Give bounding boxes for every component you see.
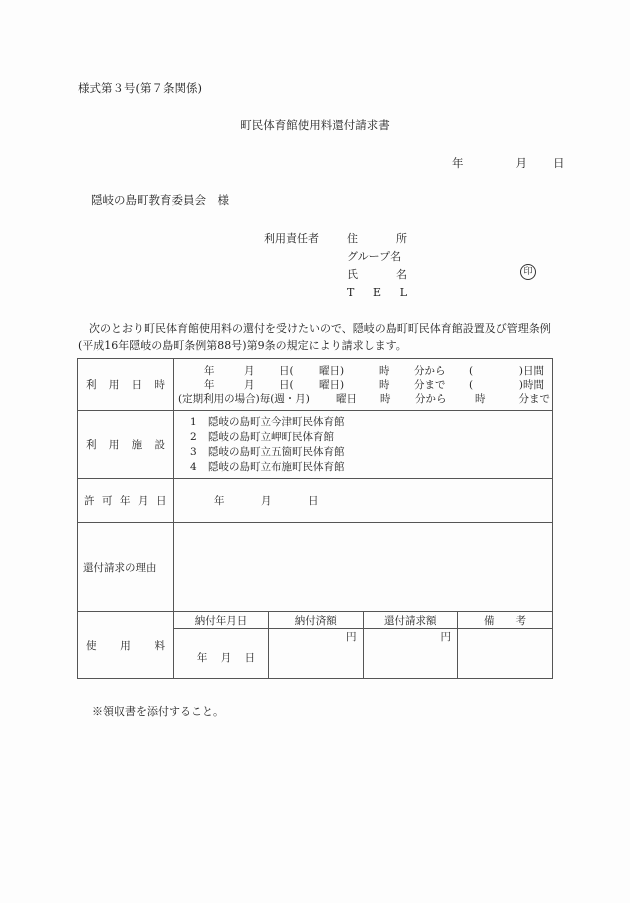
submission-date bbox=[452, 155, 565, 171]
document-title: 町民体育館使用料還付請求書 bbox=[240, 118, 390, 132]
usage-datetime-row bbox=[78, 359, 553, 411]
fee-header-remarks: 備 考 bbox=[458, 612, 553, 629]
permit-date-row bbox=[78, 479, 553, 523]
facility-option-goka[interactable]: 3 隠岐の島町立五箇町民体育館 bbox=[190, 445, 345, 458]
fee-header-paid-amount: 納付済額 bbox=[269, 612, 364, 629]
form-number: 様式第３号(第７条関係) bbox=[78, 81, 202, 95]
fee-header-paid-date: 納付年月日 bbox=[174, 612, 269, 629]
facility-option-imazu[interactable]: 1 隠岐の島町立今津町民体育館 bbox=[190, 415, 345, 428]
facility-options[interactable] bbox=[174, 411, 553, 479]
permit-date-value[interactable]: 年 月 日 bbox=[174, 479, 553, 523]
usage-datetime-label: 利 用 日 時 bbox=[78, 359, 174, 411]
address-field[interactable]: 住 所 bbox=[347, 232, 407, 245]
facility-row bbox=[78, 411, 553, 479]
refund-reason-row bbox=[78, 523, 553, 612]
footnote: ※領収書を添付すること。 bbox=[92, 705, 224, 718]
permit-date-label: 許 可 年 月 日 bbox=[78, 479, 174, 523]
periodic-usage-line: (定期利用の場合)毎(週・月) 曜日 時 分から 時 分まで bbox=[178, 392, 550, 405]
facility-option-fuse[interactable]: 4 隠岐の島町立布施町民体育館 bbox=[190, 460, 345, 473]
fee-row bbox=[78, 612, 553, 679]
usage-start-line: 年 月 日( 曜日) 時 分から ( )日間 bbox=[204, 364, 544, 377]
date-year: 年 bbox=[452, 156, 464, 170]
applicant-role: 利用責任者 bbox=[264, 232, 319, 245]
refund-form-table bbox=[77, 358, 553, 679]
remarks-input[interactable] bbox=[458, 629, 553, 678]
usage-end-line: 年 月 日( 曜日) 時 分まで ( )時間 bbox=[204, 378, 544, 391]
refund-amount-input[interactable]: 円 bbox=[363, 629, 458, 678]
refund-reason-label: 還付請求の理由 bbox=[78, 523, 174, 612]
group-name-field[interactable]: グループ名 bbox=[347, 250, 402, 263]
paid-amount-input[interactable]: 円 bbox=[269, 629, 364, 678]
paid-date-input[interactable]: 年 月 日 bbox=[174, 629, 269, 678]
fee-detail bbox=[174, 612, 553, 679]
date-day: 日 bbox=[553, 156, 565, 170]
facility-label: 利 用 施 設 bbox=[78, 411, 174, 479]
intro-paragraph: 次のとおり町民体育館使用料の還付を受けたいので、隠岐の島町町民体育館設置及び管理条例(平成16年隠岐の島町条例第88号)第9条の規定により請求します。 bbox=[78, 322, 551, 352]
date-month: 月 bbox=[515, 156, 527, 170]
fee-subtable bbox=[174, 612, 552, 678]
fee-label: 使 用 料 bbox=[78, 612, 174, 679]
addressee: 隠岐の島町教育委員会 様 bbox=[91, 193, 229, 207]
usage-datetime-value[interactable] bbox=[174, 359, 553, 411]
name-field[interactable]: 氏 名 bbox=[347, 268, 407, 281]
seal-icon: 印 bbox=[520, 264, 536, 280]
facility-option-misaki[interactable]: 2 隠岐の島町立岬町民体育館 bbox=[190, 430, 334, 443]
fee-header-refund-amount: 還付請求額 bbox=[363, 612, 458, 629]
tel-field[interactable]: T E L bbox=[347, 286, 407, 299]
refund-reason-input[interactable] bbox=[174, 523, 553, 612]
